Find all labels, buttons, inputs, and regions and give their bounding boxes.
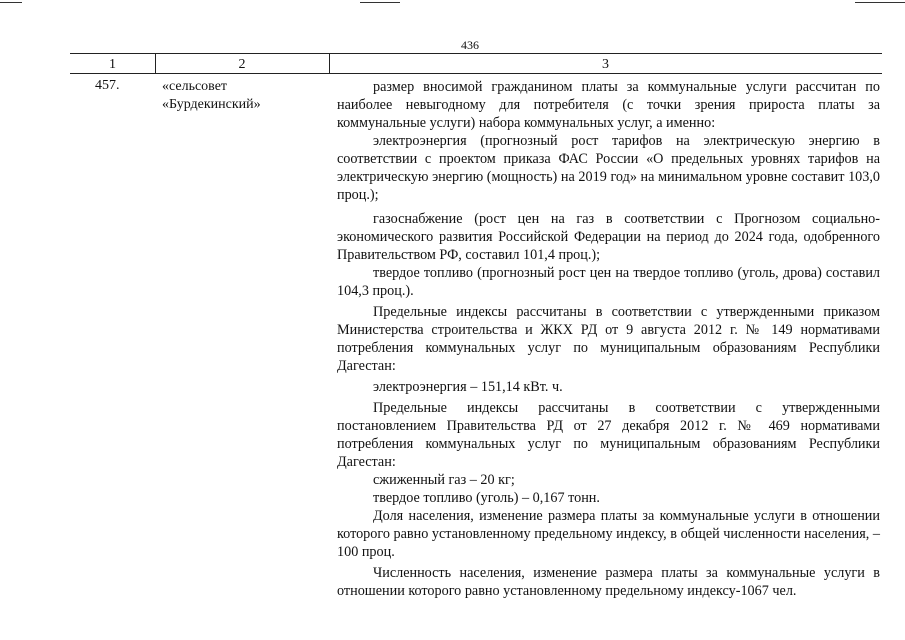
row-number: 457. <box>95 78 120 93</box>
scan-edge-mark <box>360 2 400 3</box>
column-header-1: 1 <box>109 57 116 72</box>
column-header-3: 3 <box>602 57 609 72</box>
paragraph-coal-norm: твердое топливо (уголь) – 0,167 тонн. <box>373 490 600 506</box>
header-bottom-border <box>70 73 882 74</box>
paragraph-indices-decree-469: Предельные индексы рассчитаны в соответствии с утвержденными постановлением Правительства РД от 27 декабря 2012 г. № 469 нормативами потребления коммунальных услуг по муниципальным образованиям Республики Дагестан: <box>337 400 880 470</box>
municipality-name-line: «Бурдекинский» <box>162 97 261 112</box>
paragraph-gas: газоснабжение (рост цен на газ в соответствии с Прогнозом социально-экономического развития Российской Федерации на период до 2024 года, одобренного Правительством РФ, составил 101,4 проц.); <box>337 211 880 263</box>
page-number: 436 <box>461 38 479 52</box>
scan-edge-mark <box>855 2 905 3</box>
scan-edge-mark <box>0 2 22 3</box>
paragraph-electricity: электроэнергия (прогнозный рост тарифов на электрическую энергию в соответствии с проектом приказа ФАС России «О предельных уровнях тарифов на электрическую энергию (мощность) на 2019 год» на минимальном уровне составит 103,0 проц.); <box>337 133 880 203</box>
table-top-border <box>70 53 882 54</box>
paragraph-gas-norm: сжиженный газ – 20 кг; <box>373 472 515 488</box>
paragraph-electricity-norm: электроэнергия – 151,14 кВт. ч. <box>373 379 563 395</box>
paragraph-population-share: Доля населения, изменение размера платы за коммунальные услуги в отношении которого равно установленному предельному индексу, в общей численности населения, – 100 проц. <box>337 508 880 560</box>
row-description <box>337 78 880 600</box>
municipality-name <box>162 78 261 114</box>
municipality-name-line: «сельсовет <box>162 79 228 94</box>
paragraph-intro: размер вносимой гражданином платы за коммунальные услуги рассчитан по наиболее невыгодному для потребителя (с точки зрения прироста платы за коммунальные услуги) набора коммунальных услуг, а именно: <box>337 79 880 131</box>
paragraph-population-count: Численность населения, изменение размера платы за коммунальные услуги в отношении которого равно установленному предельному индексу-1067 чел. <box>337 565 880 599</box>
paragraph-solid-fuel: твердое топливо (прогнозный рост цен на твердое топливо (уголь, дрова) составил 104,3 проц.). <box>337 265 880 299</box>
paragraph-indices-order-149: Предельные индексы рассчитаны в соответствии с утвержденными приказом Министерства строительства и ЖКХ РД от 9 августа 2012 г. № 149 нормативами потребления коммунальных услуг по муниципальным образованиям Республики Дагестан: <box>337 304 880 374</box>
column-header-2: 2 <box>238 57 246 72</box>
